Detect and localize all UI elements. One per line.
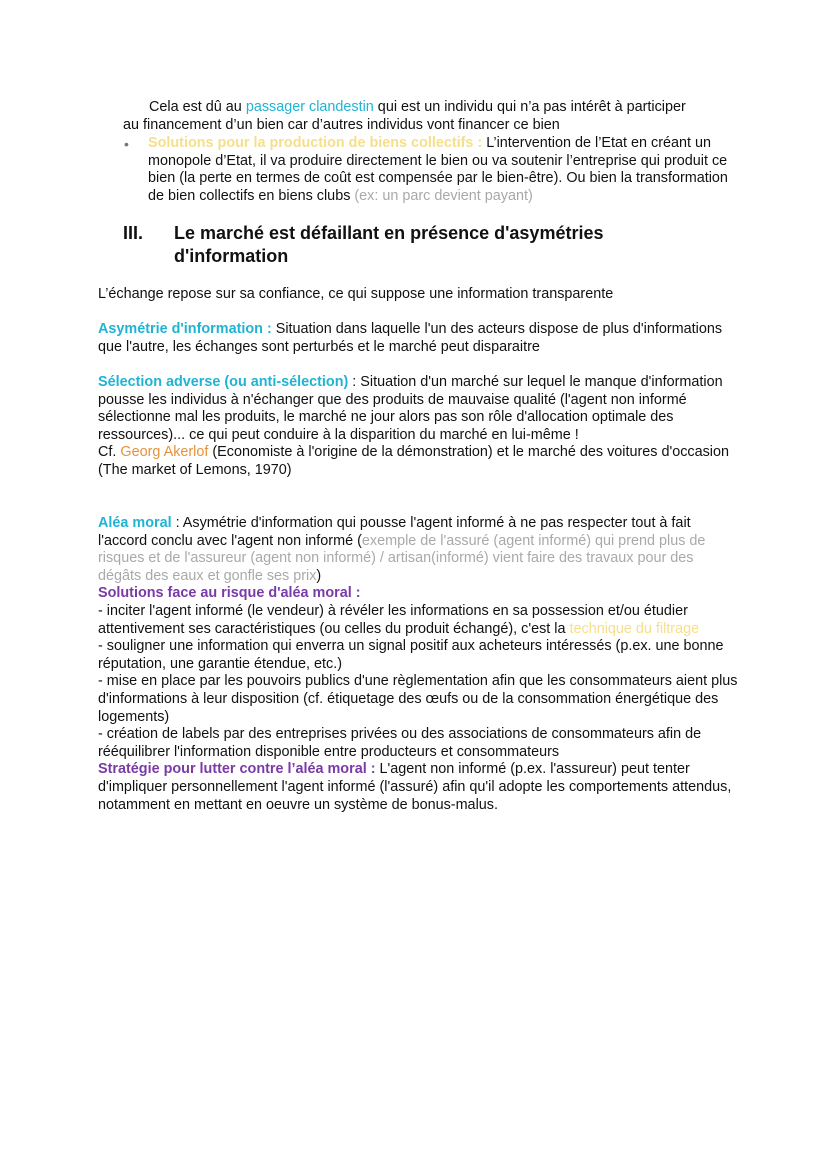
paragraph-alea-moral — [98, 515, 738, 814]
akerlof-name: Georg Akerlof — [120, 444, 209, 461]
paragraph-asymetrie — [98, 321, 738, 356]
section-number: III. — [123, 223, 144, 243]
selection-text: : Situation d'un marché sur lequel le manque d'information pousse les individus à n'échanger que des produits de mauvaise qualité (l'agent non informé sélectionne mal les produits, le marché ne jour alors pas son rôle d'allocation optimale des ressources)... ce qui peut conduire à la disparition du marché en lui-même ! — [98, 374, 723, 443]
alea-close: ) — [316, 567, 322, 584]
asymetrie-text: Situation dans laquelle l'un des acteurs dispose de plus d'informations que l'autre, les échanges sont perturbés et le marché peut disparaitre — [98, 321, 723, 355]
solution-item-3: - mise en place par les pouvoirs publics d'une règlementation afin que les consommateurs aient plus d'informations à leur disposition (cf. étiquetage des œufs ou de la consommation énergétique des logements) — [98, 673, 738, 725]
solution-item-2: - souligner une information qui enverra un signal positif aux acheteurs intéressés (p.ex. une bonne réputation, une garantie étendue, etc.) — [98, 638, 724, 672]
asymetrie-label: Asymétrie d'information : — [98, 321, 276, 337]
intro-paragraph — [123, 99, 743, 134]
bullet-marker: • — [124, 136, 129, 152]
alea-example: exemple de l'assuré (agent informé) qui prend plus de risques et de l'assureur (agent non informé) / artisan(informé) vient faire des travaux pour des dégâts des eaux et gonfle ses prix — [98, 532, 706, 584]
paragraph-selection-adverse — [98, 374, 738, 480]
intro-text-pre: Cela est dû au — [149, 99, 246, 115]
bullet-text: L’intervention de l’Etat en créant un monopole d’Etat, il va produire directement le bien ou va soutenir l’entreprise qui produit ce bien (la perte en termes de coût est compensée par le bien-être). Ou bien la transformation de bien collectifs en biens clubs — [148, 135, 728, 204]
section-title: Le marché est défaillant en présence d'asymétries d'information — [174, 223, 604, 266]
strategie-text: L'agent non informé (p.ex. l'assureur) peut tenter d'impliquer personnellement l'agent informé (l'assuré) afin qu'il adopte les comportements attendus, notamment en mettant en oeuvre un système de bonus-malus. — [98, 761, 732, 813]
cf-post: (Economiste à l'origine de la démonstration) et le marché des voitures d'occasion (The market of Lemons, 1970) — [98, 444, 730, 478]
solution-item-1: - inciter l'agent informé (le vendeur) à révéler les informations en sa possession et/ou étudier attentivement ses caractéristiques (ou celles du produit échangé), c'est la — [98, 602, 688, 637]
strategie-label: Stratégie pour lutter contre l’aléa moral : — [98, 761, 380, 778]
bullet-label: Solutions pour la production de biens collectifs : — [148, 135, 487, 151]
alea-label: Aléa moral — [98, 515, 172, 531]
selection-label: Sélection adverse (ou anti-sélection) — [98, 374, 349, 390]
alea-text: : Asymétrie d'information qui pousse l'agent informé à ne pas respecter tout à fait l'accord conclu avec l'agent non informé ( — [98, 515, 691, 549]
solutions-title: Solutions face au risque d'aléa moral : — [98, 585, 361, 602]
paragraph-confiance: L’échange repose sur sa confiance, ce qui suppose une information transparente — [98, 286, 614, 302]
solution-item-4: - création de labels par des entreprises privées ou des associations de consommateurs afin de rééquilibrer l'information disponible entre producteurs et consommateurs — [98, 726, 702, 760]
intro-line-2: au financement d’un bien car d’autres individus vont financer ce bien — [123, 116, 560, 133]
technique-filtrage-term: technique du filtrage — [569, 620, 700, 637]
bullet-solutions-biens-collectifs — [148, 135, 736, 205]
passager-clandestin-term: passager clandestin — [245, 99, 374, 115]
intro-text-post: qui est un individu qui n’a pas intérêt à participer — [373, 99, 686, 115]
cf-pre: Cf. — [98, 444, 121, 461]
intro-line-1 — [123, 99, 743, 117]
bullet-example: (ex: un parc devient payant) — [354, 187, 533, 204]
